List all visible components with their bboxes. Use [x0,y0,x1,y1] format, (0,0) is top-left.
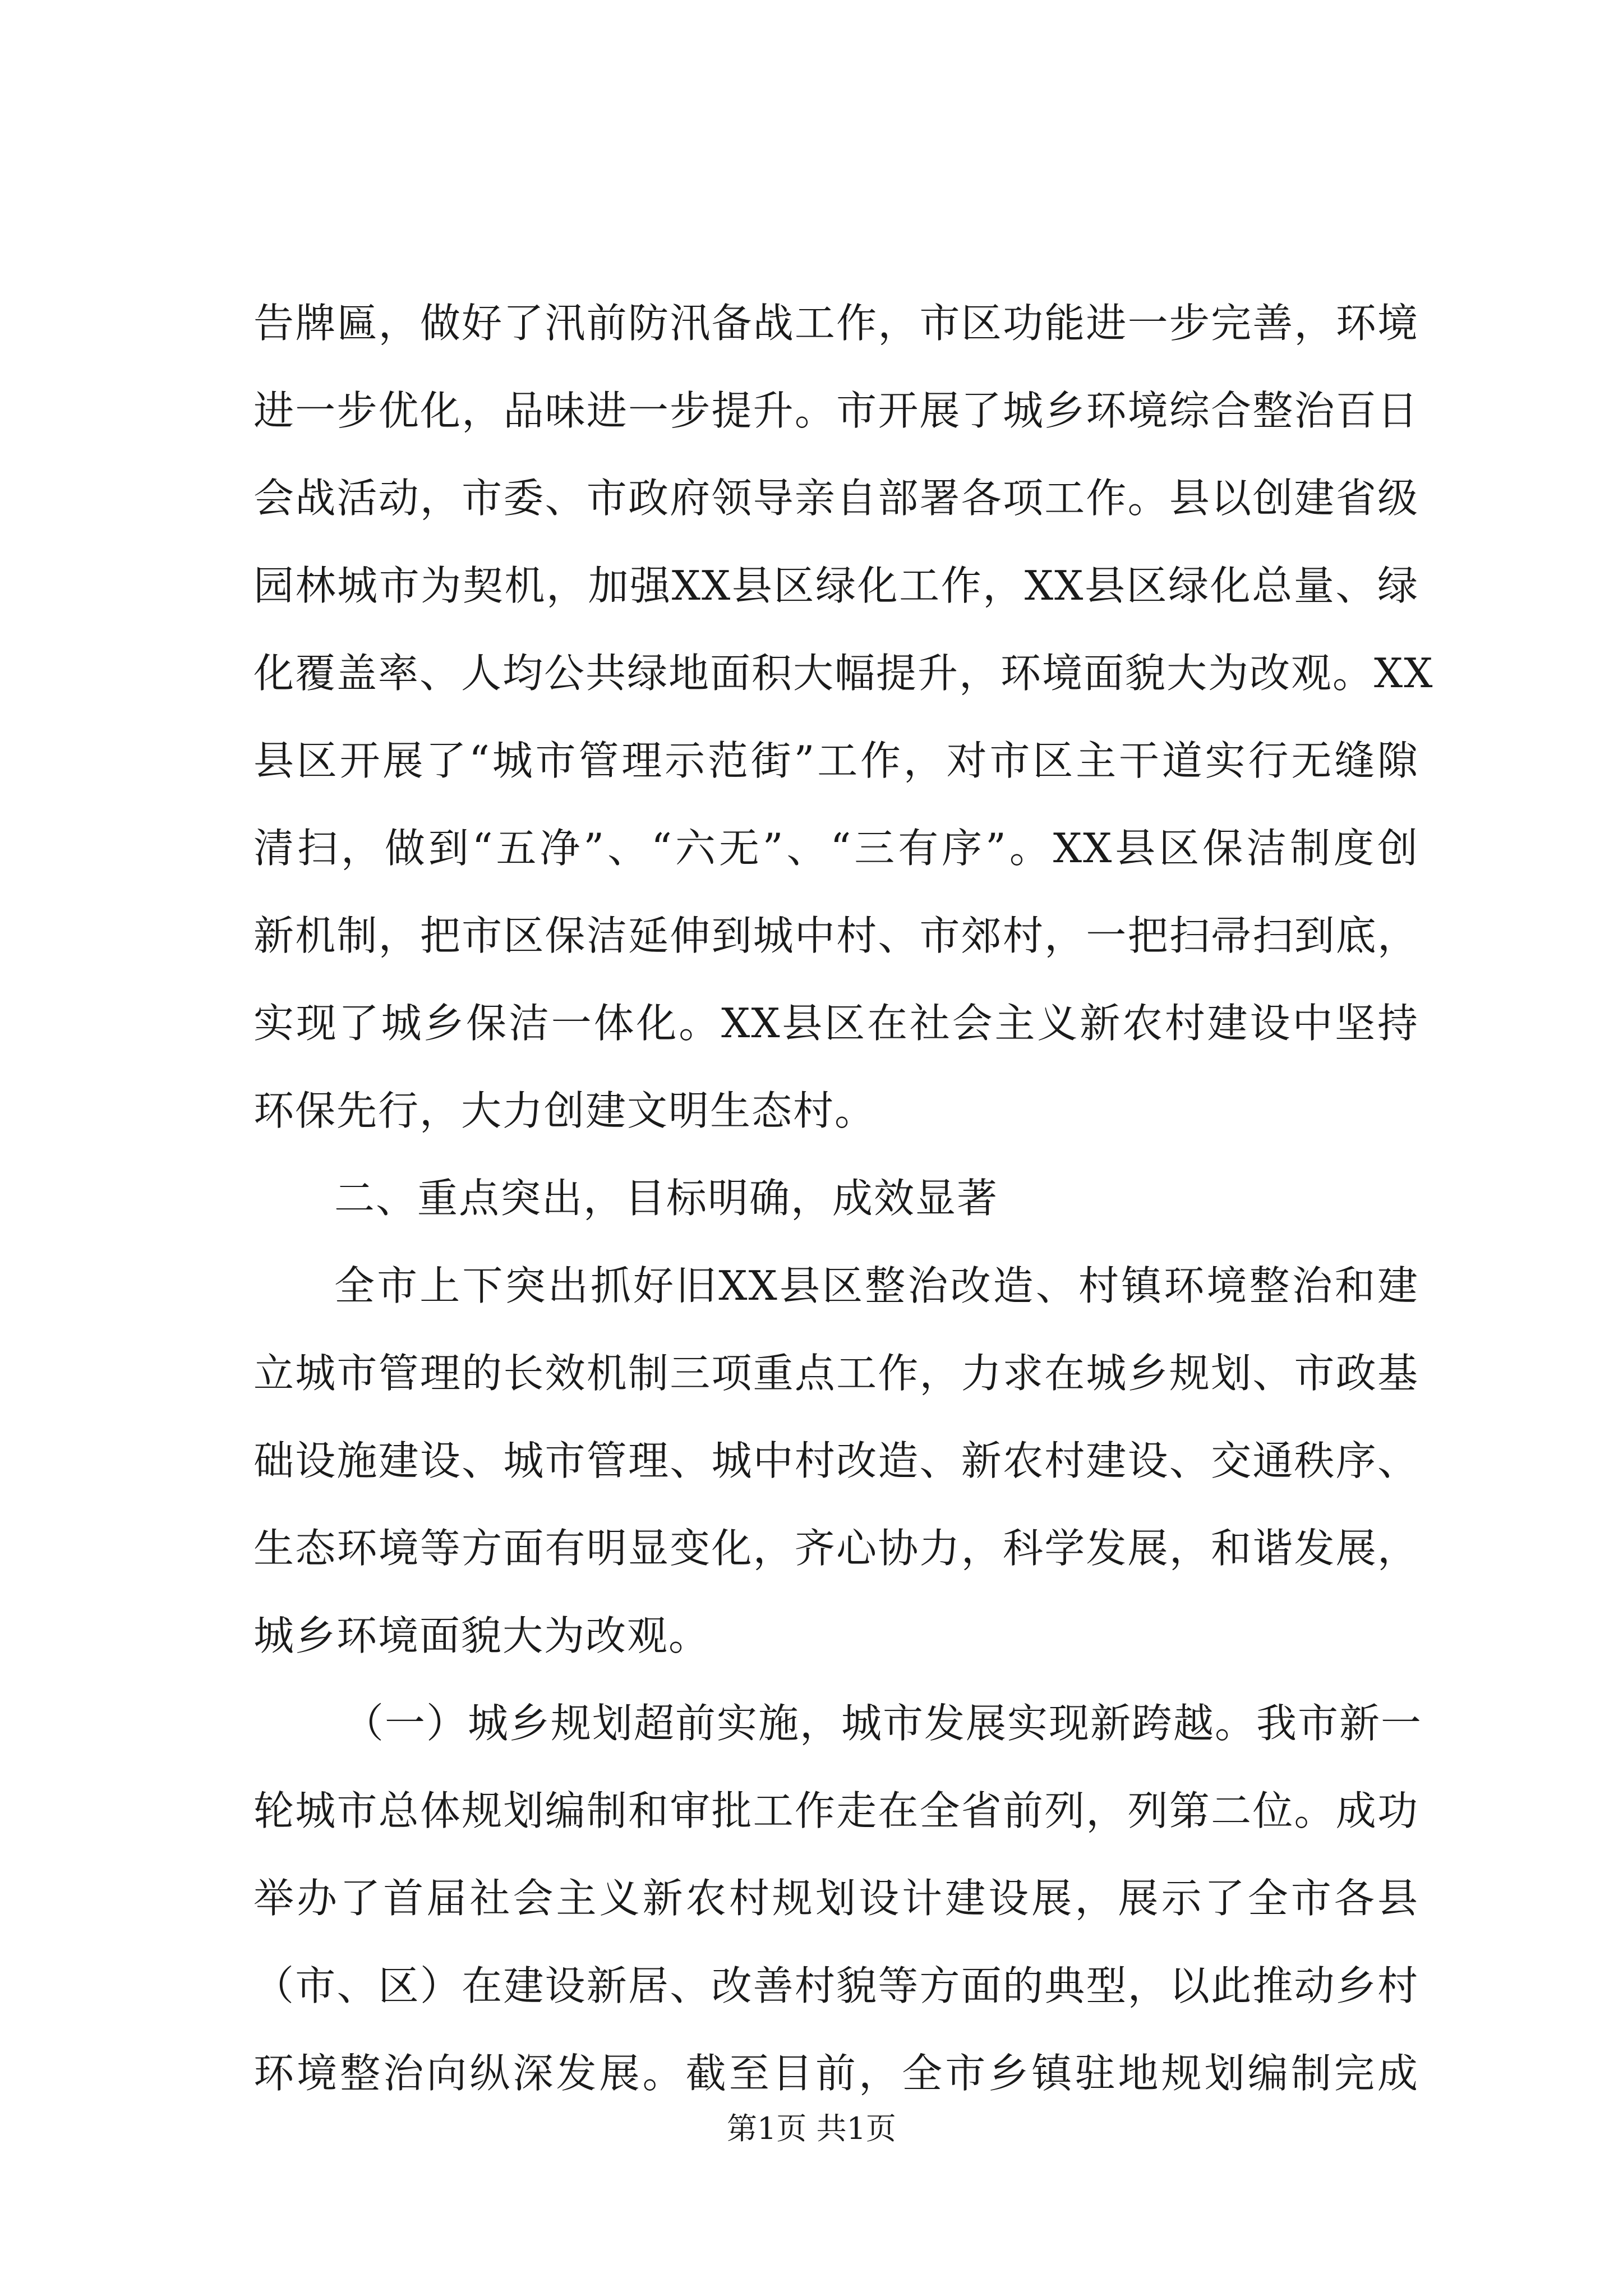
text-line: （市、区）在建设新居、改善村貌等方面的典型，以此推动乡村 [253,1962,1419,2009]
text-line: （一）城乡规划超前实施，城市发展实现新跨越。我市新一 [343,1700,1423,1747]
text-line: 县区开展了“城市管理示范街”工作，对市区主干道实行无缝隙 [253,737,1419,784]
text-line: 园林城市为契机，加强XX县区绿化工作，XX县区绿化总量、绿 [253,562,1419,609]
text-line: 立城市管理的长效机制三项重点工作，力求在城乡规划、市政基 [253,1350,1419,1397]
page-number-footer: 第1页 共1页 [727,2111,896,2146]
text-line: 轮城市总体规划编制和审批工作走在全省前列，列第二位。成功 [253,1787,1419,1834]
text-line: 举办了首届社会主义新农村规划设计建设展，展示了全市各县 [253,1875,1419,1922]
text-line: 清扫，做到“五净”、“六无”、“三有序”。XX县区保洁制度创 [253,825,1419,872]
text-line: 新机制，把市区保洁延伸到城中村、市郊村，一把扫帚扫到底， [253,912,1419,959]
text-line: 告牌匾，做好了汛前防汛备战工作，市区功能进一步完善，环境 [253,300,1419,347]
section-heading: 二、重点突出，目标明确，成效显著 [334,1175,999,1222]
text-line: 实现了城乡保洁一体化。XX县区在社会主义新农村建设中坚持 [253,1000,1419,1047]
document-body [253,279,1434,2117]
text-line: 础设施建设、城市管理、城中村改造、新农村建设、交通秩序、 [253,1437,1419,1484]
text-line: 环保先行，大力创建文明生态村。 [253,1087,877,1134]
text-line: 环境整治向纵深发展。截至目前，全市乡镇驻地规划编制完成 [253,2050,1419,2097]
text-line: 会战活动，市委、市政府领导亲自部署各项工作。县以创建省级 [253,475,1419,522]
text-line: 进一步优化，品味进一步提升。市开展了城乡环境综合整治百日 [253,387,1419,434]
text-line: 全市上下突出抓好旧XX县区整治改造、村镇环境整治和建 [334,1262,1419,1309]
text-line: 城乡环境面貌大为改观。 [253,1612,711,1659]
text-line: 生态环境等方面有明显变化，齐心协力，科学发展，和谐发展， [253,1525,1419,1572]
text-line: 化覆盖率、人均公共绿地面积大幅提升，环境面貌大为改观。XX [253,650,1434,697]
